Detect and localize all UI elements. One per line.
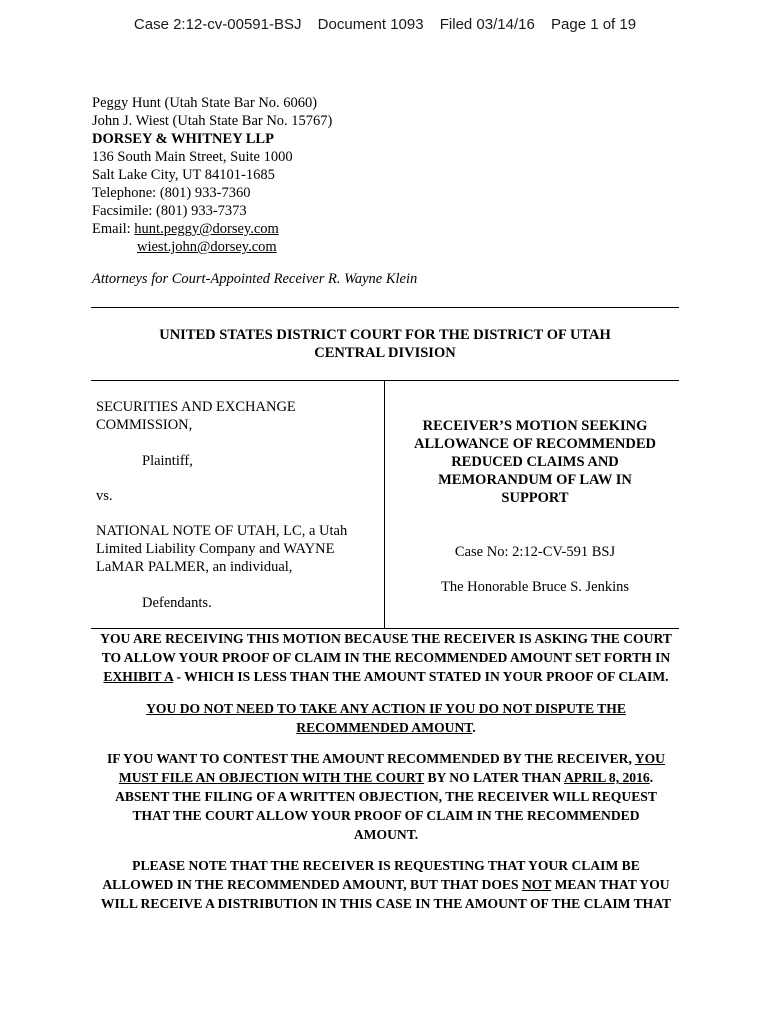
notice-no-action: [91, 699, 681, 737]
notice4-line2-b: MEAN THAT YOU: [551, 877, 670, 892]
notice2-line2-wrap: [91, 718, 681, 737]
notice3-line1: [91, 749, 681, 768]
attorney-line-wiest: John J. Wiest (Utah State Bar No. 15767): [92, 113, 333, 129]
defendant-name-1: NATIONAL NOTE OF UTAH, LC, a Utah: [96, 523, 348, 539]
attorney-block: [92, 94, 332, 256]
divider-top: [91, 307, 679, 308]
notice3-period: .: [649, 770, 654, 785]
email-label: Email:: [92, 221, 135, 237]
header-case-number: Case 2:12-cv-00591-BSJ: [133, 16, 302, 33]
header-filed-date: Filed 03/14/16: [439, 16, 535, 33]
notice-contest-amount: [91, 749, 681, 844]
firm-facsimile: Facsimile: (801) 933-7373: [92, 203, 247, 219]
case-number: Case No: 2:12-CV-591 BSJ: [454, 544, 616, 560]
caption-title-block: [395, 417, 675, 596]
notice3-line4: THAT THE COURT ALLOW YOUR PROOF OF CLAIM IN THE RECOMMENDED: [132, 808, 640, 823]
plaintiff-name-1: SECURITIES AND EXCHANGE: [96, 399, 296, 415]
plaintiff-label: Plaintiff,: [142, 453, 193, 469]
header-document-number: Document 1093: [317, 16, 424, 33]
motion-title-5: SUPPORT: [501, 490, 569, 506]
notice2-line2: RECOMMENDED AMOUNT: [296, 720, 473, 735]
defendants-label: Defendants.: [142, 595, 212, 611]
ecf-header: [0, 16, 770, 33]
attorney-line-hunt: Peggy Hunt (Utah State Bar No. 6060): [92, 95, 318, 111]
caption-top-rule: [91, 380, 679, 381]
email-link-hunt[interactable]: hunt.peggy@dorsey.com: [134, 221, 279, 237]
objection-deadline: APRIL 8, 2016: [563, 770, 650, 785]
law-firm-name: DORSEY & WHITNEY LLP: [92, 131, 274, 147]
notice2-period: .: [472, 720, 476, 735]
exhibit-reference: EXHIBIT A: [103, 669, 174, 684]
notice4-line2: [91, 875, 681, 894]
motion-title-4: MEMORANDUM OF LAW IN: [438, 472, 632, 488]
attorneys-for-line: Attorneys for Court-Appointed Receiver R. Wayne Klein: [92, 271, 418, 287]
notice3-line1-text: IF YOU WANT TO CONTEST THE AMOUNT RECOMMENDED BY THE RECEIVER,: [107, 751, 635, 766]
email-line: [92, 220, 332, 238]
notice3-by-no-later: BY NO LATER THAN: [424, 770, 564, 785]
court-division: CENTRAL DIVISION: [314, 345, 456, 361]
plaintiff-name-2: COMMISSION,: [96, 417, 193, 433]
notice-distribution: [91, 856, 681, 913]
header-page-number: Page 1 of 19: [551, 16, 637, 33]
notice4-line1: PLEASE NOTE THAT THE RECEIVER IS REQUESTING THAT YOUR CLAIM BE: [132, 858, 640, 873]
firm-telephone: Telephone: (801) 933-7360: [92, 185, 251, 201]
email-link-wiest[interactable]: wiest.john@dorsey.com: [137, 239, 277, 255]
notice4-not: NOT: [521, 877, 552, 892]
notice3-line2: [91, 768, 681, 787]
motion-title-1: RECEIVER’S MOTION SEEKING: [422, 418, 648, 434]
notice4-line2-a: ALLOWED IN THE RECOMMENDED AMOUNT, BUT THAT DOES: [102, 877, 522, 892]
versus: vs.: [96, 488, 113, 504]
notice1-line2: TO ALLOW YOUR PROOF OF CLAIM IN THE RECOMMENDED AMOUNT SET FORTH IN: [101, 650, 671, 665]
caption-divider: [384, 380, 385, 628]
notice3-line5: AMOUNT.: [353, 827, 419, 842]
defendant-name-3: LaMAR PALMER, an individual,: [96, 559, 293, 575]
defendant-name-2: Limited Liability Company and WAYNE: [96, 541, 335, 557]
notice4-line3: WILL RECEIVE A DISTRIBUTION IN THIS CASE IN THE AMOUNT OF THE CLAIM THAT: [100, 896, 672, 911]
motion-title-3: REDUCED CLAIMS AND: [451, 454, 619, 470]
motion-title-2: ALLOWANCE OF RECOMMENDED: [414, 436, 656, 452]
notice-receiving-motion: [91, 629, 681, 686]
court-name: UNITED STATES DISTRICT COURT FOR THE DISTRICT OF UTAH: [159, 327, 611, 343]
email-line-2: [92, 238, 332, 256]
judge-name: The Honorable Bruce S. Jenkins: [440, 579, 630, 595]
firm-address-street: 136 South Main Street, Suite 1000: [92, 149, 293, 165]
notice2-line1: YOU DO NOT NEED TO TAKE ANY ACTION IF YOU DO NOT DISPUTE THE: [146, 701, 626, 716]
notice3-line3: ABSENT THE FILING OF A WRITTEN OBJECTION, THE RECEIVER WILL REQUEST: [115, 789, 657, 804]
notice1-line1: YOU ARE RECEIVING THIS MOTION BECAUSE THE RECEIVER IS ASKING THE COURT: [100, 631, 672, 646]
court-heading: [91, 326, 679, 362]
notice3-must-file: MUST FILE AN OBJECTION WITH THE COURT: [118, 770, 425, 785]
notice1-line3: [91, 667, 681, 686]
notice3-line1-you: YOU: [634, 751, 665, 766]
caption-parties: [96, 398, 381, 612]
notice1-line3-rest: - WHICH IS LESS THAN THE AMOUNT STATED IN YOUR PROOF OF CLAIM.: [173, 669, 669, 684]
firm-address-city: Salt Lake City, UT 84101-1685: [92, 167, 275, 183]
